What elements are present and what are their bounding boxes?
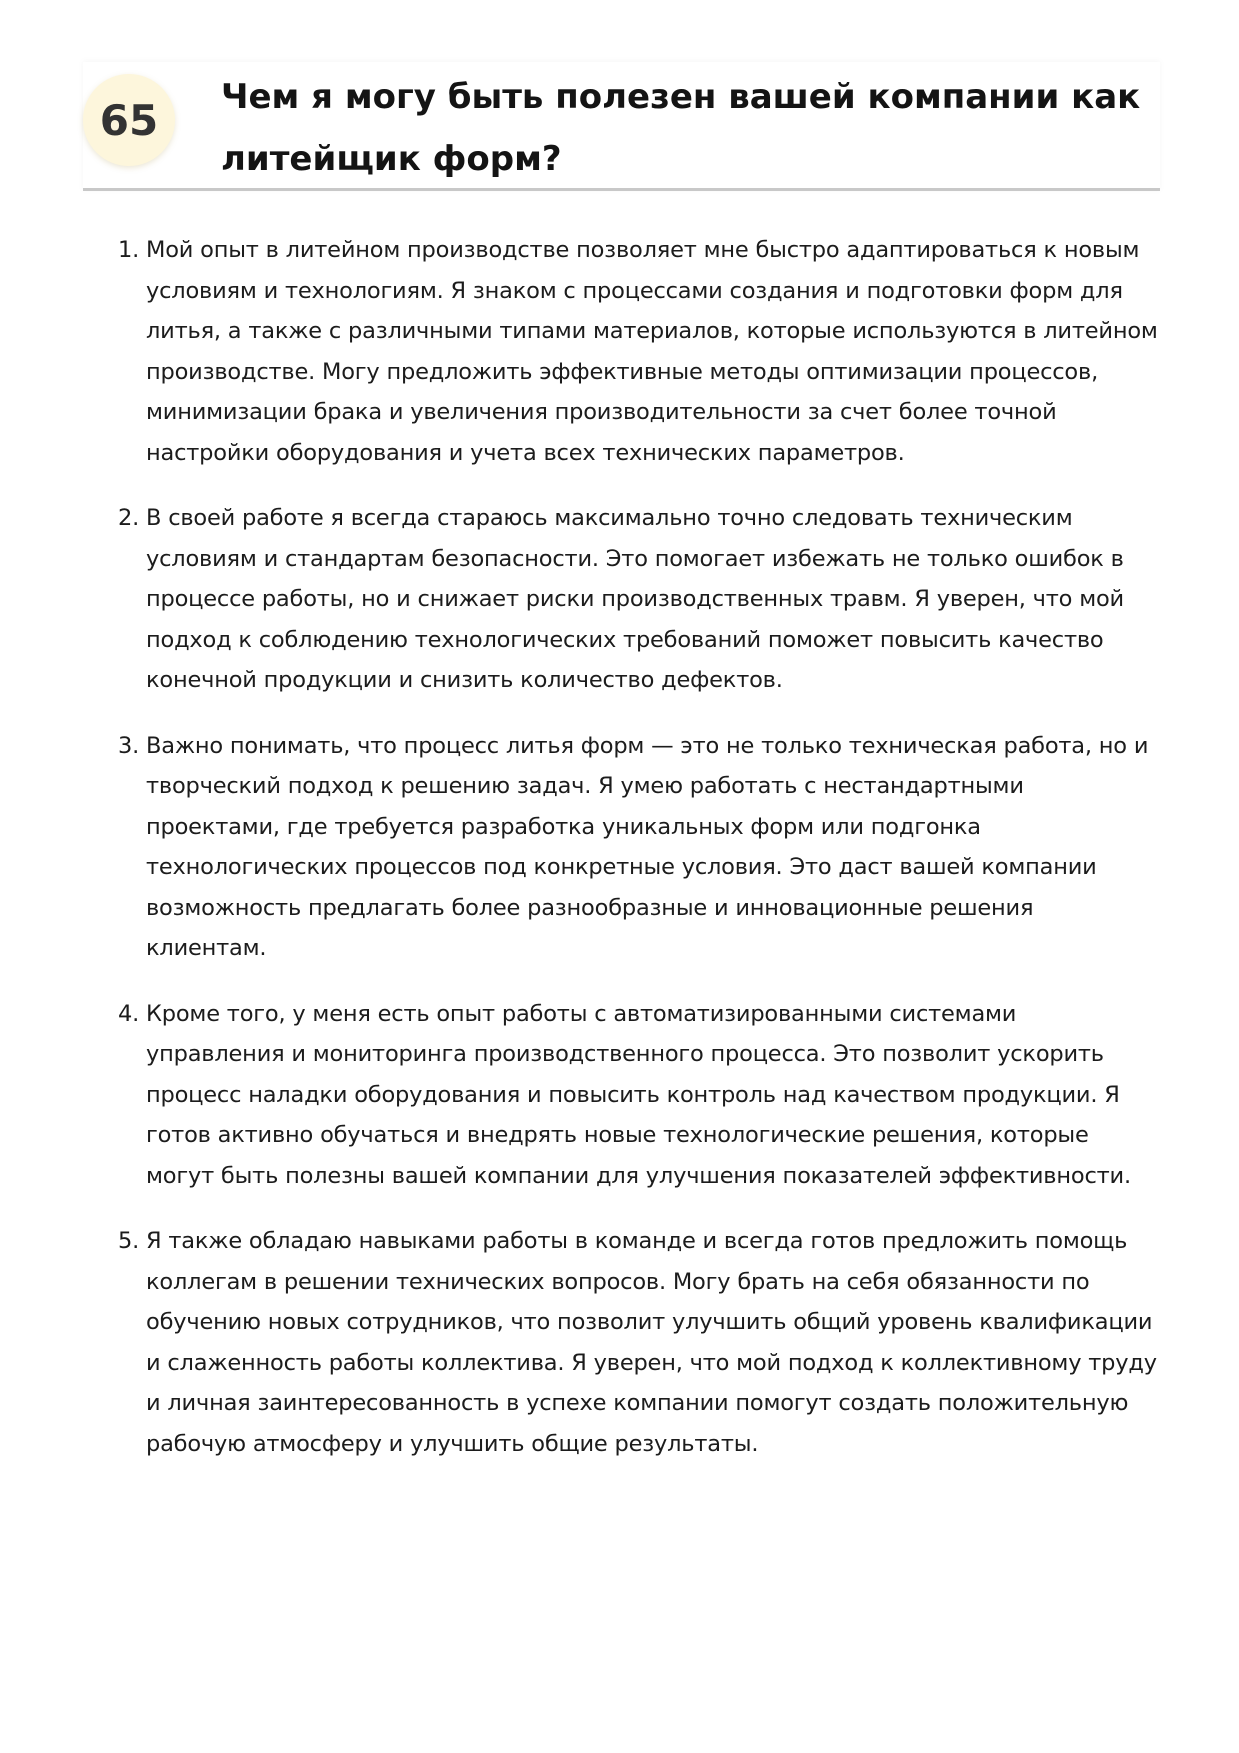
list-item-text: Я также обладаю навыками работы в команде и всегда готов предложить помощь коллегам в решении технических вопросов. Могу брать на себя обязанности по обучению новых сотрудников, что позволит улучшить общий уровень квалификации и слаженность работы коллектива. Я уверен, что мой подход к коллективному труду и личная заинтересованность в успехе компании помогут создать положительную рабочую атмосферу и улучшить общие результаты.: [146, 1228, 1157, 1457]
list-item-text: В своей работе я всегда стараюсь максимально точно следовать техническим условиям и стандартам безопасности. Это помогает избежать не только ошибок в процессе работы, но и снижает риски производственных травм. Я уверен, что мой подход к соблюдению технологических требований поможет повысить качество конечной продукции и снизить количество дефектов.: [146, 505, 1124, 693]
list-item: [118, 726, 1158, 969]
page-header: [83, 62, 1160, 191]
page-title: Чем я могу быть полезен вашей компании как литейщик форм?: [221, 77, 1141, 179]
list-item-number: 1.: [118, 237, 140, 263]
list-item: [118, 498, 1158, 701]
list-item: [118, 994, 1158, 1197]
list-item-text: Кроме того, у меня есть опыт работы с автоматизированными системами управления и мониторинга производственного процесса. Это позволит ускорить процесс наладки оборудования и повысить контроль над качеством продукции. Я готов активно обучаться и внедрять новые технологические решения, которые могут быть полезны вашей компании для улучшения показателей эффективности.: [146, 1000, 1131, 1189]
list-item: [118, 1221, 1158, 1464]
list-item-text: Мой опыт в литейном производстве позволяет мне быстро адаптироваться к новым условиям и технологиям. Я знаком с процессами создания и подготовки форм для литья, а также с различными типами материалов, которые используются в литейном производстве. Могу предложить эффективные методы оптимизации процессов, минимизации брака и увеличения производительности за счет более точной настройки оборудования и учета всех технических параметров.: [146, 237, 1158, 466]
list-item: [118, 230, 1158, 473]
list-item-number: 5.: [118, 1228, 140, 1254]
list-item-number: 4.: [118, 1000, 140, 1027]
answer-list: [118, 230, 1158, 1489]
list-item-text: Важно понимать, что процесс литья форм — это не только техническая работа, но и творческий подход к решению задач. Я умею работать с нестандартными проектами, где требуется разработка уникальных форм или подгонка технологических процессов под конкретные условия. Это даст вашей компании возможность предлагать более разнообразные и инновационные решения клиентам.: [146, 732, 1149, 961]
list-item-number: 2.: [118, 505, 140, 531]
page-number-badge: 65: [83, 74, 175, 166]
list-item-number: 3.: [118, 732, 140, 759]
